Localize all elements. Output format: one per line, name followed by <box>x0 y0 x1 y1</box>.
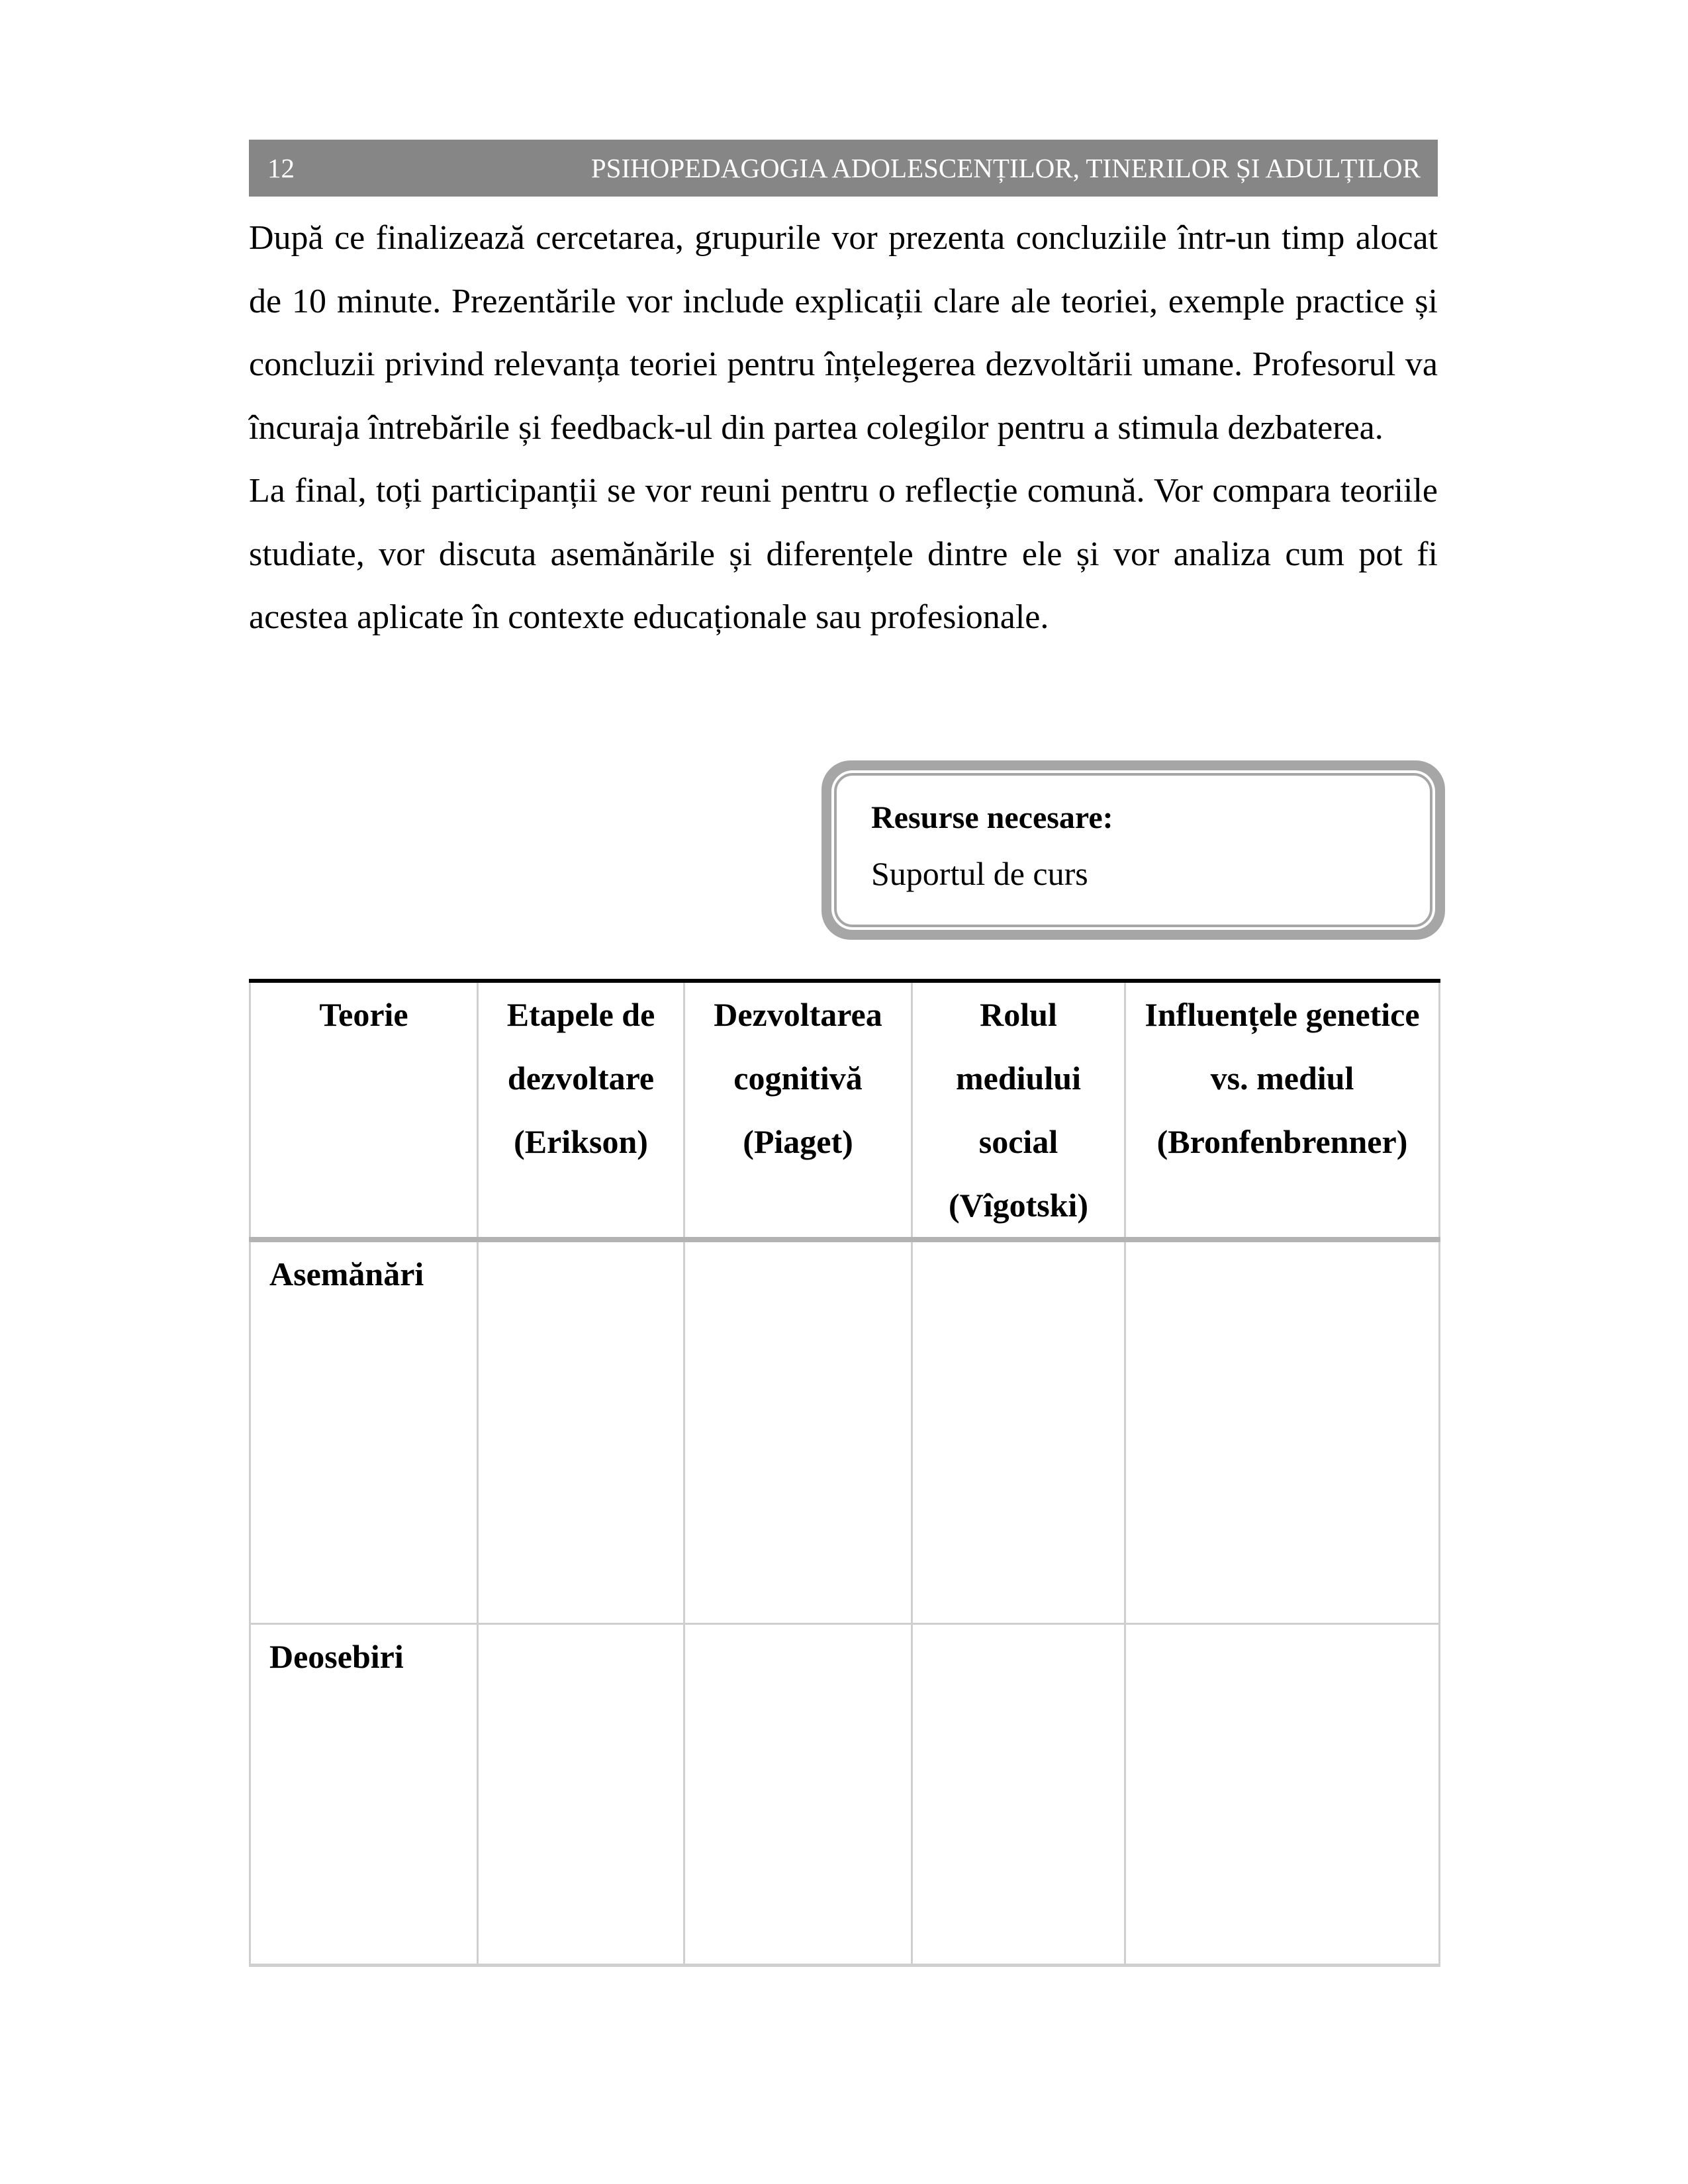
running-header <box>249 140 1438 197</box>
resource-box-inner <box>834 773 1432 927</box>
book-title: PSIHOPEDAGOGIA ADOLESCENȚILOR, TINERILOR ȘI ADULȚILOR <box>590 153 1421 183</box>
header-cell-theory: Teorie <box>250 981 478 1240</box>
page-number: 12 <box>267 153 295 183</box>
header-cell-erikson: Etapele de dezvoltare (Erikson) <box>478 981 684 1240</box>
table-cell[interactable] <box>684 1240 912 1623</box>
table-cell[interactable] <box>478 1623 684 1965</box>
paragraph: După ce finalizează cercetarea, grupurile vor prezenta concluziile într-un timp alocat de 10 minute. Prezentările vor include explicații clare ale teoriei, exemple practice și concluzii privind relevanța teoriei pentru înțelegerea dezvoltării umane. Profesorul va încuraja întrebările și feedback-ul din partea colegilor pentru a stimula dezbaterea. <box>249 219 1438 447</box>
table-cell[interactable] <box>1125 1240 1440 1623</box>
table-cell[interactable] <box>478 1240 684 1623</box>
table-row <box>250 1623 1440 1965</box>
header-cell-bronfenbrenner: Influențele genetice vs. mediul (Bronfenbrenner) <box>1125 981 1440 1240</box>
row-label-differences: Deosebiri <box>250 1623 478 1965</box>
resource-box-frame <box>831 770 1435 930</box>
resource-box-title: Resurse necesare: <box>871 800 1113 835</box>
table-cell[interactable] <box>912 1623 1125 1965</box>
table-cell[interactable] <box>1125 1623 1440 1965</box>
table-cell[interactable] <box>684 1623 912 1965</box>
header-cell-piaget: Dezvoltarea cognitivă (Piaget) <box>684 981 912 1240</box>
table-row <box>250 1240 1440 1623</box>
body-text <box>249 206 1438 649</box>
comparison-table <box>249 979 1440 1967</box>
resource-box-content: Suportul de curs <box>871 855 1088 892</box>
table-header-row <box>250 981 1440 1240</box>
table-cell[interactable] <box>912 1240 1125 1623</box>
paragraph: La final, toți participanții se vor reuni pentru o reflecție comună. Vor compara teoriile studiate, vor discuta asemănările și diferențele dintre ele și vor analiza cum pot fi acestea aplicate în contexte educaționale sau profesionale. <box>249 472 1438 636</box>
row-label-similarities: Asemănări <box>250 1240 478 1623</box>
header-cell-vigotski: Rolul mediului social (Vîgotski) <box>912 981 1125 1240</box>
resource-box <box>821 760 1445 940</box>
